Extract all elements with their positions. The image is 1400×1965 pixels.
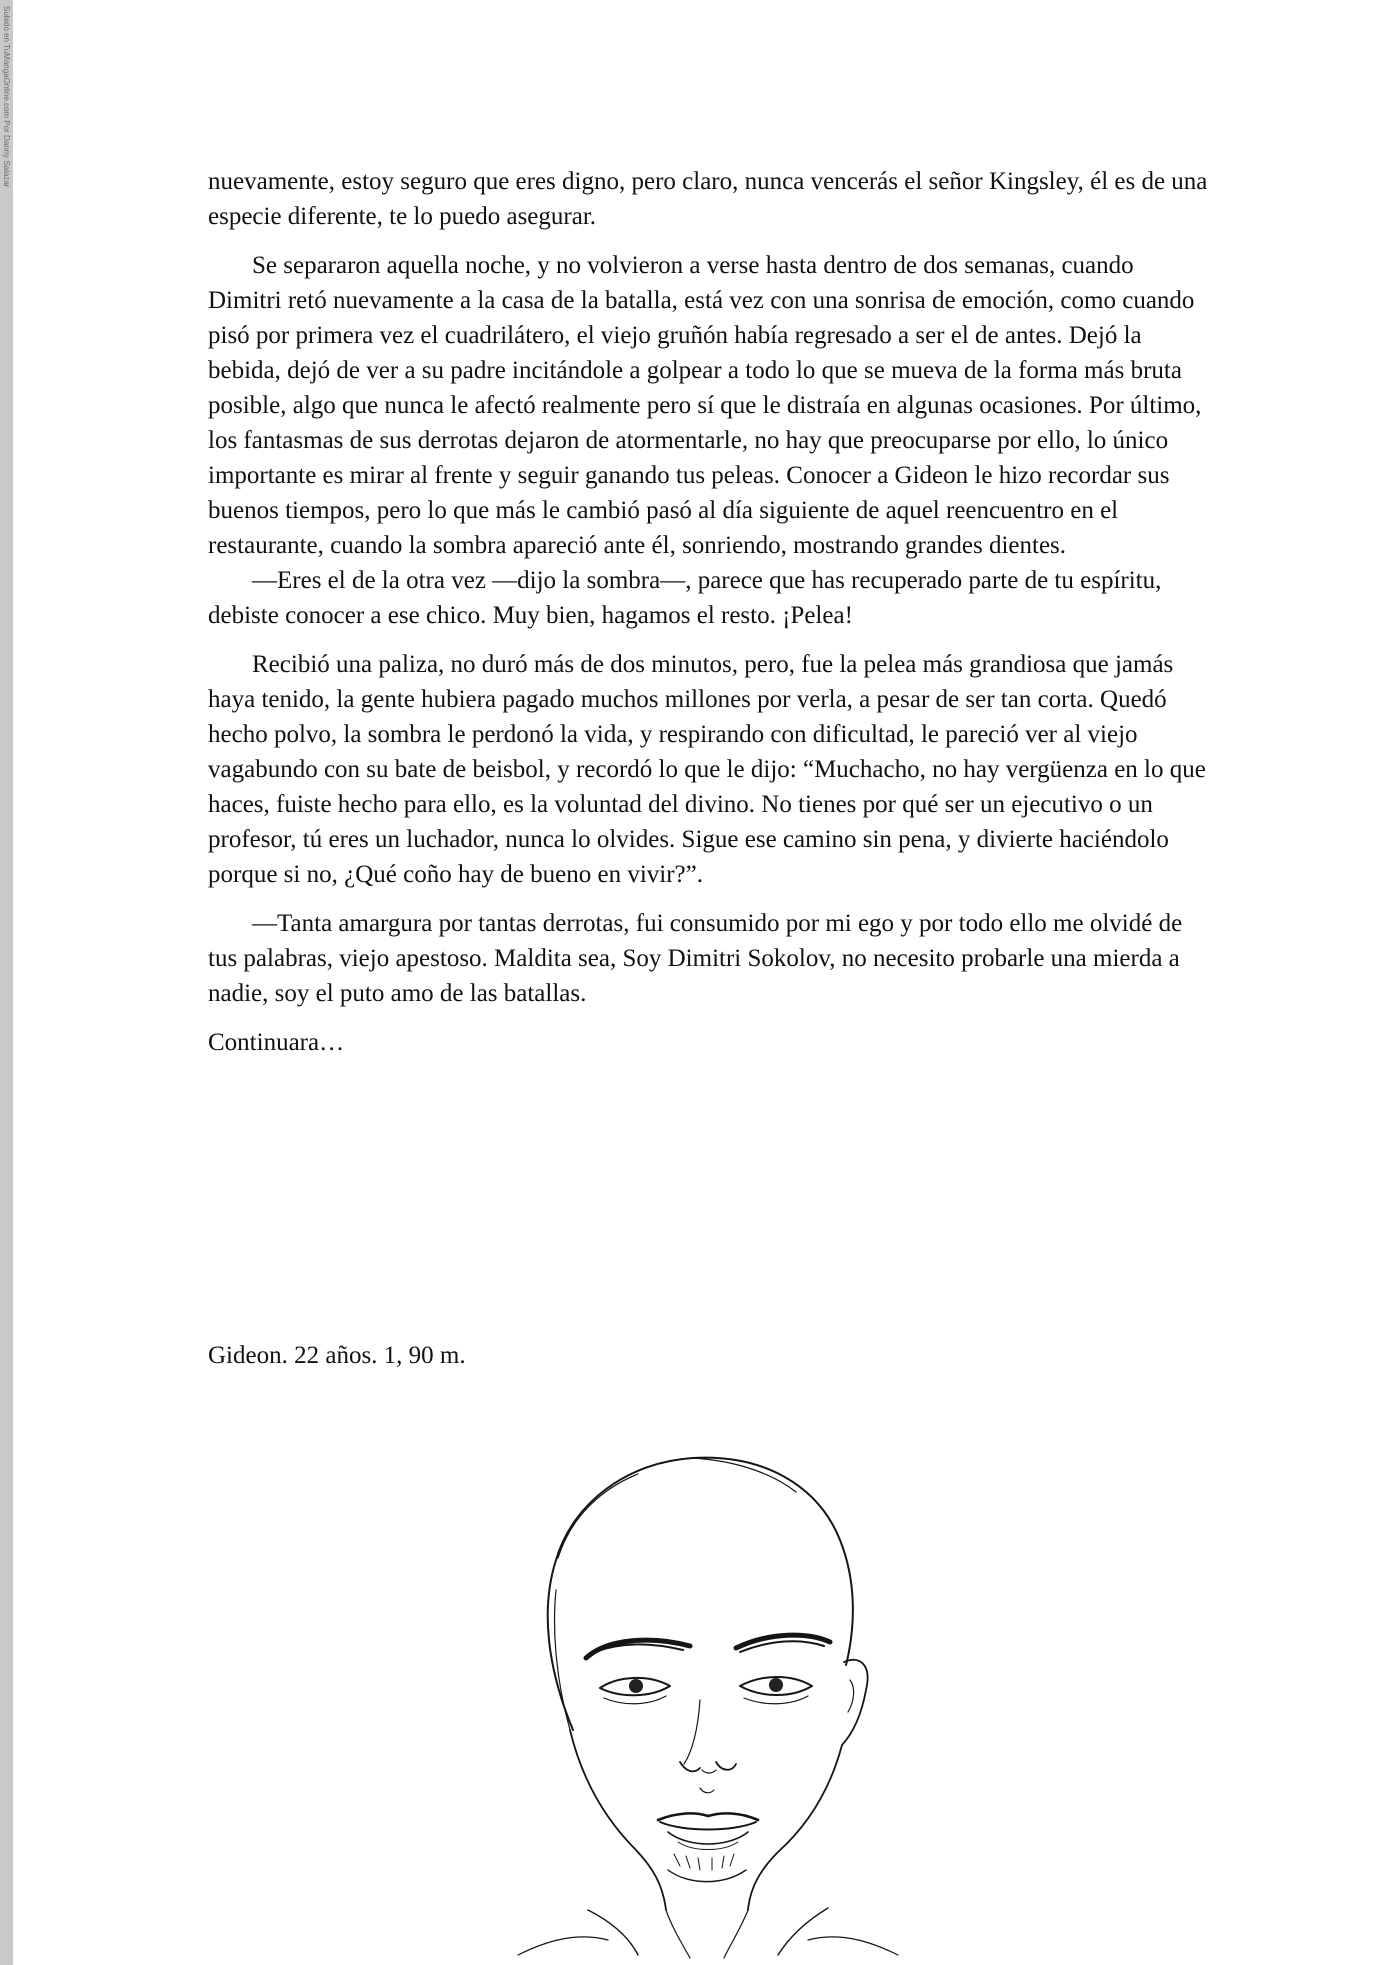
dialogue-shadow: —Eres el de la otra vez —dijo la sombra—, parece que has recuperado parte de tu espíritu, debiste conocer a ese chico. Muy bien, hagamos el resto. ¡Pelea! <box>208 567 1162 629</box>
story-text <box>208 164 1208 1060</box>
gideon-portrait-sketch <box>478 1440 938 1960</box>
paragraph-beating: Recibió una paliza, no duró más de dos minutos, pero, fue la pelea más grandiosa que jamás haya tenido, la gente hubiera pagado muchos millones por verla, a pesar de ser tan corta. Quedó hecho polvo, la sombra le perdonó la vida, y respirando con dificultad, le pareció ver al viejo vagabundo con su bate de beisbol, y recordó lo que le dijo: “Muchacho, no hay vergüenza en lo que haces, fuiste hecho para ello, es la voluntad del divino. No tienes por qué ser un ejecutivo o un profesor, tú eres un luchador, nunca lo olvides. Sigue ese camino sin pena, y divierte haciéndolo porque si no, ¿Qué coño hay de bueno en vivir?”. <box>208 651 1206 888</box>
paragraph-two-weeks-later: Se separaron aquella noche, y no volvieron a verse hasta dentro de dos semanas, cuando Dimitri retó nuevamente a la casa de la batalla, está vez con una sonrisa de emoción, como cuando pisó por primera vez el cuadrilátero, el viejo gruñón había regresado a ser el de antes. Dejó la bebida, dejó de ver a su padre incitándole a golpear a todo lo que se mueva de la forma más bruta posible, algo que nunca le afectó realmente pero sí que le distraía en algunas ocasiones. Por último, los fantasmas de sus derrotas dejaron de atormentarle, no hay que preocuparse por ello, lo único importante es mirar al frente y seguir ganando tus peleas. Conocer a Gideon le hizo recordar sus buenos tiempos, pero lo que más le cambió pasó al día siguiente de aquel reencuentro en el restaurante, cuando la sombra apareció ante él, sonriendo, mostrando grandes dientes. <box>208 252 1202 559</box>
dialogue-dimitri: —Tanta amargura por tantas derrotas, fui consumido por mi ego y por todo ello me olvidé de tus palabras, viejo apestoso. Maldita sea, Soy Dimitri Sokolov, no necesito probarle una mierda a nadie, soy el puto amo de las batallas. <box>208 910 1183 1007</box>
scan-edge-strip <box>0 0 13 1965</box>
character-caption: Gideon. 22 años. 1, 90 m. <box>208 1342 466 1369</box>
to-be-continued: Continuara… <box>208 1029 345 1056</box>
paragraph-continuation: nuevamente, estoy seguro que eres digno, pero claro, nunca vencerás el señor Kingsley, él es de una especie diferente, te lo puedo asegurar. <box>208 168 1208 230</box>
upload-watermark: Subido en TuMangaOnline.com Por Danny Salazar <box>2 6 11 188</box>
